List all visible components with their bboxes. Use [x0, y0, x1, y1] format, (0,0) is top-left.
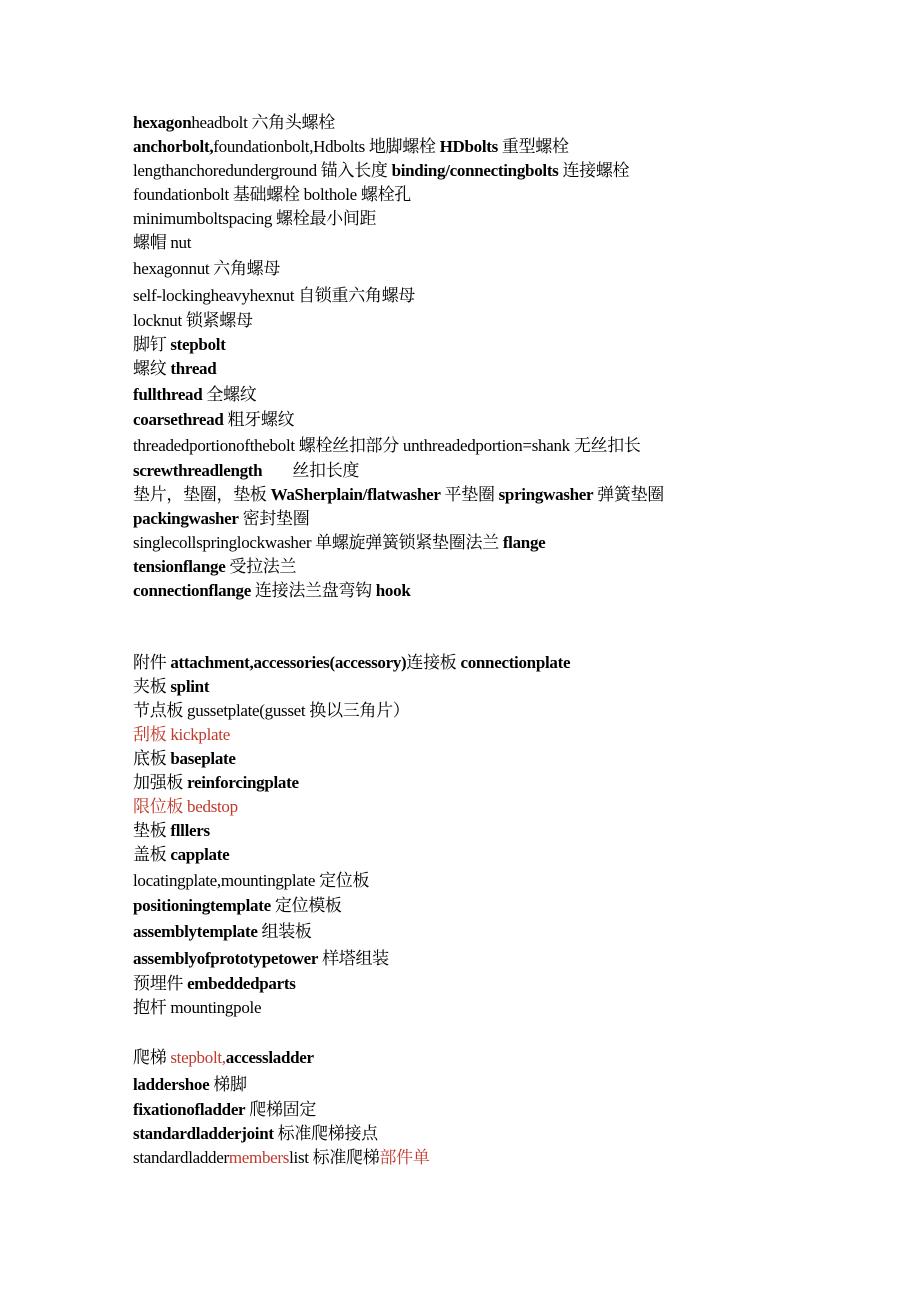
text-line: foundationbolt 基础螺栓 bolthole 螺栓孔 [133, 185, 411, 204]
text-line: assemblytemplate 组装板 [133, 922, 312, 941]
paragraph-gap [133, 603, 833, 651]
text-line: standardladdermemberslist 标准爬梯部件单 [133, 1148, 430, 1167]
text-line: 爬梯 stepbolt,accessladder [133, 1048, 314, 1067]
text-line: fixationofladder 爬梯固定 [133, 1100, 317, 1119]
text-line: 垫板 flllers [133, 821, 210, 840]
text-line: tensionflange 受拉法兰 [133, 557, 297, 576]
text-line: packingwasher 密封垫圈 [133, 509, 310, 528]
text-line: assemblyofprototypetower 样塔组装 [133, 949, 389, 968]
text-line: locknut 锁紧螺母 [133, 311, 253, 330]
text-line: 预埋件 embeddedparts [133, 974, 296, 993]
text-line: hexagonheadbolt 六角头螺栓 [133, 113, 335, 132]
text-line: 限位板 bedstop [133, 797, 238, 816]
text-line: positioningtemplate 定位模板 [133, 896, 342, 915]
text-line: threadedportionofthebolt 螺栓丝扣部分 unthreadedportion=shank 无丝扣长 [133, 436, 641, 455]
text-line: 脚钉 stepbolt [133, 335, 226, 354]
text-line: 加强板 reinforcingplate [133, 773, 299, 792]
text-line: minimumboltspacing 螺栓最小间距 [133, 209, 377, 228]
text-line: singlecollspringlockwasher 单螺旋弹簧锁紧垫圈法兰 flange [133, 533, 546, 552]
text-line: 节点板 gussetplate(gusset 换以三角片） [133, 701, 410, 720]
text-line: 夹板 splint [133, 677, 210, 696]
text-line: 垫片，垫圈，垫板 WaSherplain/flatwasher 平垫圈 springwasher 弹簧垫圈 [133, 485, 664, 504]
document-page [133, 111, 833, 1170]
text-line: screwthreadlength 丝扣长度 [133, 461, 360, 480]
text-line: laddershoe 梯脚 [133, 1075, 247, 1094]
text-line: 刮板 kickplate [133, 725, 230, 744]
text-line: self-lockingheavyhexnut 自锁重六角螺母 [133, 286, 416, 305]
text-line: 抱杆 mountingpole [133, 998, 262, 1017]
text-line: connectionflange 连接法兰盘弯钩 hook [133, 581, 411, 600]
paragraph-gap [133, 1020, 833, 1044]
text-line: 螺帽 nut [133, 233, 192, 252]
text-line: anchorbolt,foundationbolt,Hdbolts 地脚螺栓 HDbolts 重型螺栓 [133, 137, 569, 156]
text-line: 螺纹 thread [133, 359, 217, 378]
text-line: lengthanchoredunderground 锚入长度 binding/connectingbolts 连接螺栓 [133, 161, 630, 180]
text-line: standardladderjoint 标准爬梯接点 [133, 1124, 378, 1143]
text-line: 盖板 capplate [133, 845, 230, 864]
text-line: coarsethread 粗牙螺纹 [133, 410, 295, 429]
text-line: 底板 baseplate [133, 749, 236, 768]
text-line: 附件 attachment,accessories(accessory)连接板 connectionplate [133, 653, 571, 672]
text-line: hexagonnut 六角螺母 [133, 259, 281, 278]
text-line: locatingplate,mountingplate 定位板 [133, 871, 370, 890]
text-line: fullthread 全螺纹 [133, 385, 257, 404]
